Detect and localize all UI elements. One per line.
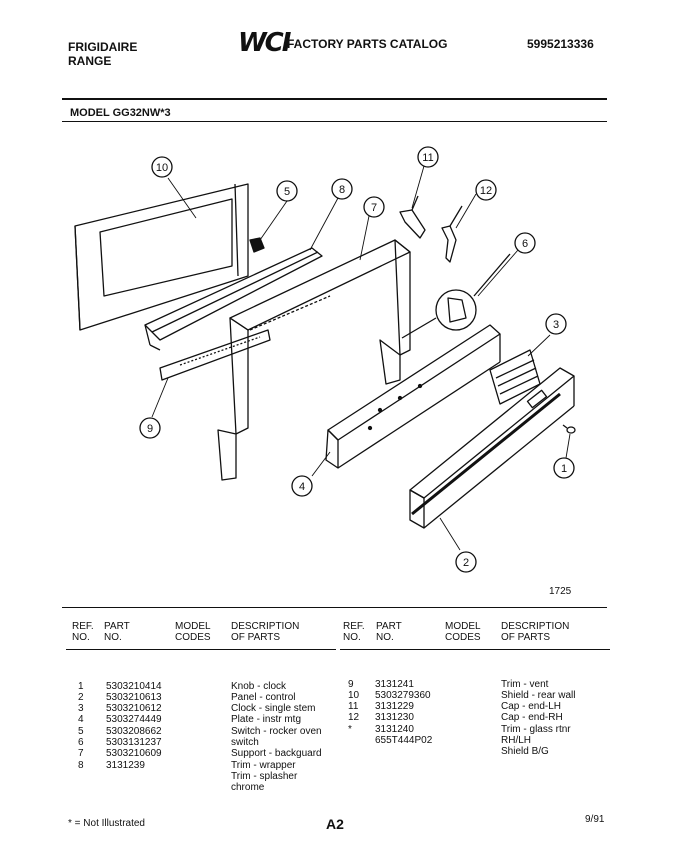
callout-8: 8: [338, 184, 346, 196]
model-number: MODEL GG32NW*3: [70, 107, 171, 119]
part-5-switch: [250, 238, 264, 252]
col-model-header-right: MODEL CODES: [445, 621, 481, 643]
col-part-header-left: PART NO.: [104, 621, 130, 643]
callout-12: 12: [479, 185, 493, 197]
callout-circles: [140, 147, 574, 572]
part-3-clock: [490, 350, 540, 404]
right-part-column: 3131241 5303279360 3131229 3131230 3131240 655T444P02: [375, 678, 433, 747]
callout-5: 5: [283, 186, 291, 198]
right-ref-column: 9 10 11 12 *: [348, 678, 360, 735]
col-part-header-right: PART NO.: [376, 621, 402, 643]
callout-4: 4: [298, 481, 306, 493]
exploded-parts-diagram: [55, 125, 615, 595]
callout-11: 11: [422, 152, 434, 164]
part-11-end-cap: [400, 196, 425, 238]
col-ref-header-left: REF. NO.: [72, 621, 94, 643]
col-desc-header-left: DESCRIPTION OF PARTS: [231, 621, 300, 643]
left-ref-column: 1 2 3 4 5 6 7 8: [78, 680, 84, 771]
part-1-knob: [563, 425, 575, 433]
header-rule: [62, 98, 607, 100]
left-part-column: 5303210414 5303210613 5303210612 5303274449 5303208662 5303131237 5303210609 3131239: [106, 680, 162, 771]
catalog-title: FACTORY PARTS CATALOG: [287, 37, 448, 51]
header-underline-left: [66, 649, 336, 650]
part-9-vent-trim: [160, 330, 270, 380]
callout-3: 3: [552, 319, 560, 331]
model-rule: [62, 121, 607, 122]
col-ref-header-right: REF. NO.: [343, 621, 365, 643]
left-desc-column: Knob - clock Panel - control Clock - single stem Plate - instr mtg Switch - rocker oven switch Support - backguard Trim - wrapper Trim - splasher chrome: [231, 680, 322, 794]
callout-10: 10: [155, 162, 169, 174]
right-desc-column: Trim - vent Shield - rear wall Cap - end-LH Cap - end-RH Trim - glass rtnr RH/LH Shield B/G: [501, 678, 576, 758]
part-8-splasher-trim: [145, 248, 322, 350]
callout-6: 6: [521, 238, 529, 250]
page-code: A2: [326, 816, 344, 832]
brand-name: FRIGIDAIRE: [68, 40, 138, 54]
callout-1: 1: [560, 463, 568, 475]
callout-2: 2: [462, 557, 470, 569]
revision-date: 9/91: [585, 814, 605, 825]
not-illustrated-note: * = Not Illustrated: [68, 818, 145, 829]
table-top-rule: [62, 607, 607, 608]
part-2-control-panel: [410, 368, 574, 528]
header-underline-right: [340, 649, 610, 650]
product-type: RANGE: [68, 54, 112, 68]
wci-logo: WCI: [238, 28, 290, 58]
figure-number: 1725: [549, 586, 572, 597]
col-desc-header-right: DESCRIPTION OF PARTS: [501, 621, 570, 643]
part-4-instrument-plate: [326, 325, 500, 468]
leader-lines: [152, 166, 570, 550]
part-12-end-cap: [442, 206, 462, 262]
col-model-header-left: MODEL CODES: [175, 621, 211, 643]
part-6-detail: [402, 254, 510, 338]
catalog-number: 5995213336: [527, 37, 594, 51]
callout-7: 7: [370, 202, 378, 214]
callout-9: 9: [146, 423, 154, 435]
